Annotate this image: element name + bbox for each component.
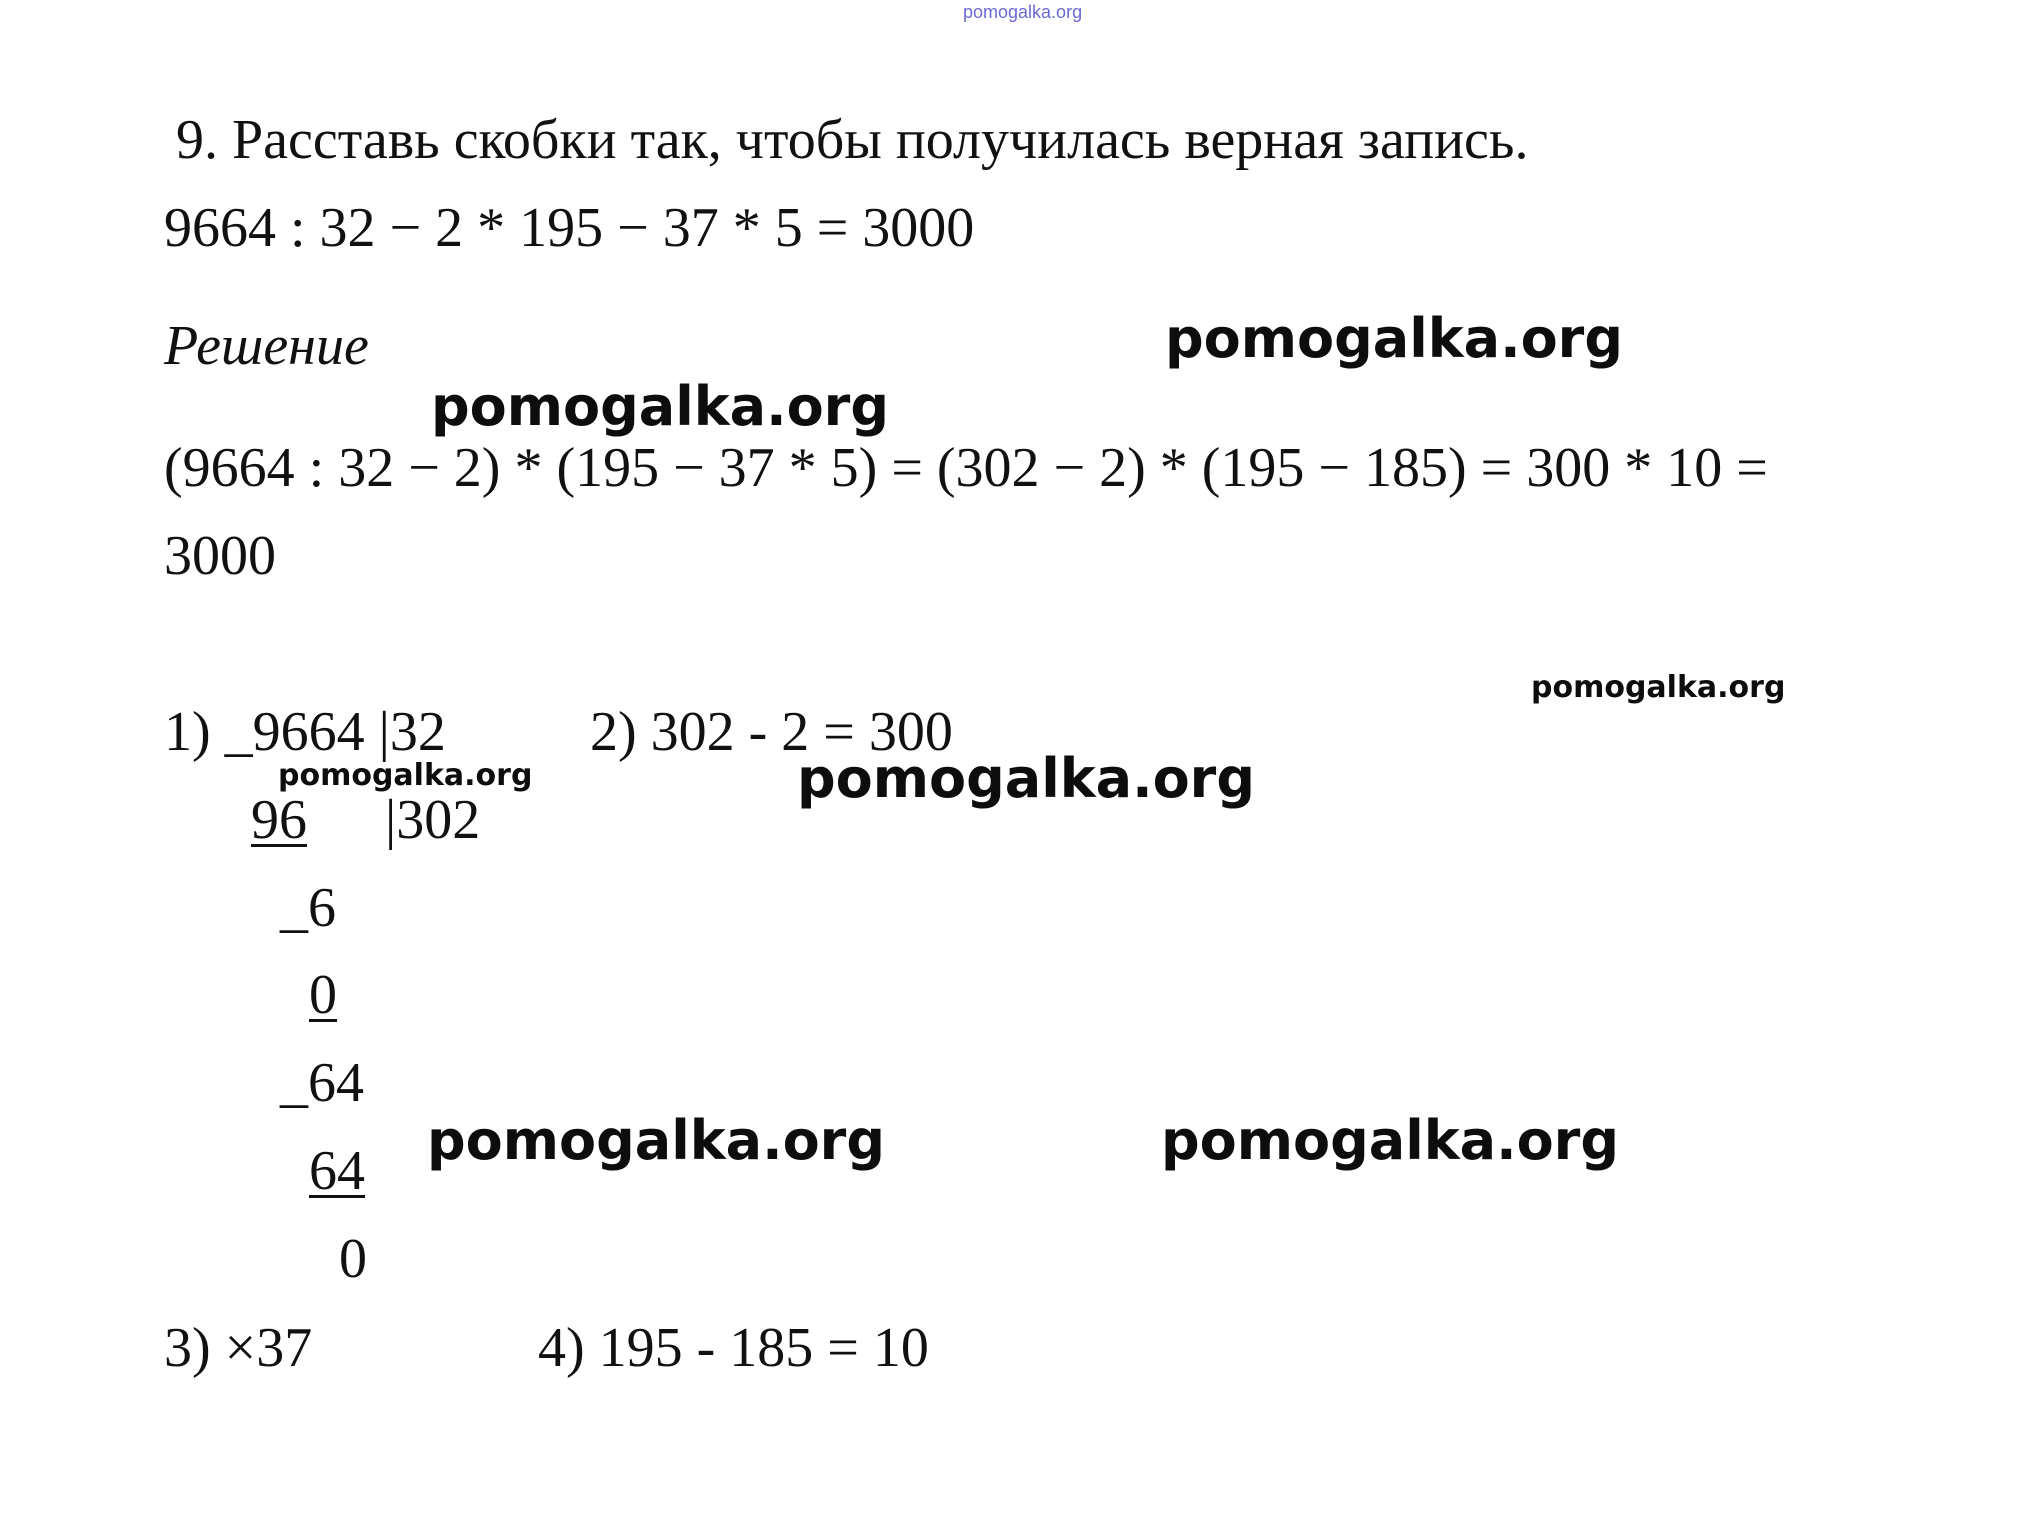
watermark-4: pomogalka.org bbox=[278, 758, 533, 793]
step-1-subtrahend-64: 64 bbox=[309, 1140, 365, 1202]
solution-line-2: 3000 bbox=[164, 525, 276, 587]
step-1-division-header: 1) _9664 |32 bbox=[164, 701, 446, 763]
solution-heading: Решение bbox=[164, 315, 369, 377]
watermark-1: pomogalka.org bbox=[1165, 307, 1623, 370]
step-1-remainder-6: _6 bbox=[280, 877, 336, 939]
step-2: 2) 302 - 2 = 300 bbox=[590, 701, 953, 763]
watermark-2: pomogalka.org bbox=[431, 375, 889, 438]
step-1-remainder-64: _64 bbox=[280, 1052, 364, 1114]
header-watermark: pomogalka.org bbox=[963, 2, 1083, 22]
solution-line-1: (9664 : 32 − 2) * (195 − 37 * 5) = (302 − 2) * (195 − 185) = 300 * 10 = bbox=[164, 437, 1768, 499]
step-1-final-remainder: 0 bbox=[339, 1228, 367, 1290]
watermark-5: pomogalka.org bbox=[797, 747, 1255, 810]
task-expression: 9664 : 32 − 2 * 195 − 37 * 5 = 3000 bbox=[164, 197, 975, 259]
watermark-7: pomogalka.org bbox=[1161, 1109, 1619, 1172]
watermark-6: pomogalka.org bbox=[427, 1109, 885, 1172]
step-1-quotient: |302 bbox=[385, 789, 481, 851]
watermark-3: pomogalka.org bbox=[1531, 670, 1786, 705]
step-3: 3) ×37 bbox=[164, 1317, 313, 1379]
step-1-subtrahend-0: 0 bbox=[309, 964, 337, 1026]
task-title: 9. Расставь скобки так, чтобы получилась верная запись. bbox=[176, 109, 1529, 171]
step-1-subtrahend-96: 96 bbox=[251, 789, 307, 851]
step-4: 4) 195 - 185 = 10 bbox=[538, 1317, 929, 1379]
